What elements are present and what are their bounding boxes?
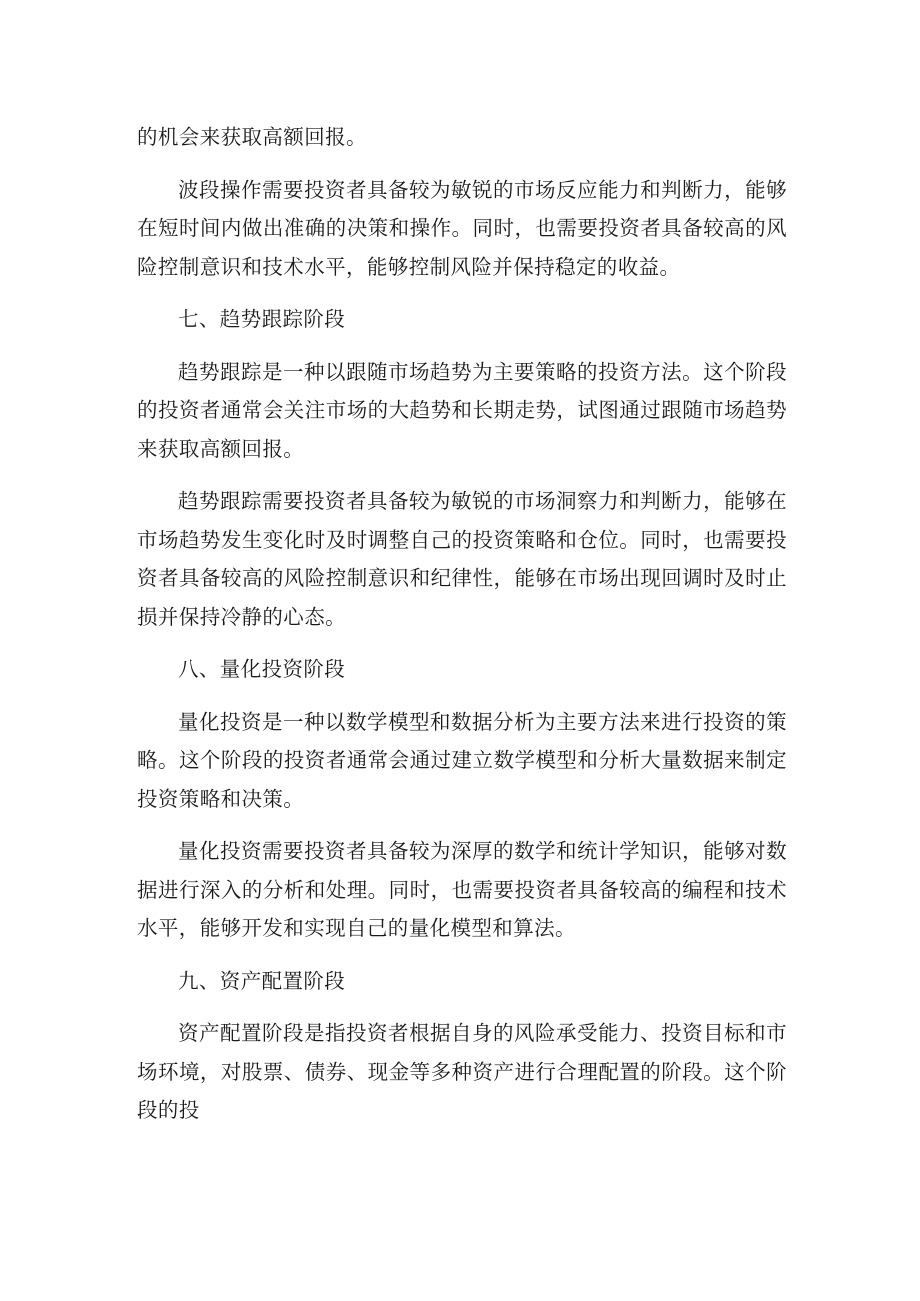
paragraph-asset-allocation-definition: 资产配置阶段是指投资者根据自身的风险承受能力、投资目标和市场环境，对股票、债券、现金等多种资产进行合理配置的阶段。这个阶段的投	[137, 1021, 787, 1122]
section-heading-trend-following: 七、趋势跟踪阶段	[178, 307, 346, 331]
section-heading-quantitative-investing: 八、量化投资阶段	[178, 657, 346, 681]
section-heading-asset-allocation: 九、资产配置阶段	[178, 968, 346, 993]
document-body	[137, 118, 787, 1144]
paragraph-continuation: 的机会来获取高额回报。	[137, 125, 367, 149]
paragraph-trend-following-definition: 趋势跟踪是一种以跟随市场趋势为主要策略的投资方法。这个阶段的投资者通常会关注市场的大趋势和长期走势，试图通过跟随市场趋势来获取高额回报。	[137, 359, 787, 461]
paragraph-quantitative-requirements: 量化投资需要投资者具备较为深厚的数学和统计学知识，能够对数据进行深入的分析和处理。同时，也需要投资者具备较高的编程和技术水平，能够开发和实现自己的量化模型和算法。	[137, 839, 787, 940]
paragraph-quantitative-definition: 量化投资是一种以数学模型和数据分析为主要方法来进行投资的策略。这个阶段的投资者通常会通过建立数学模型和分析大量数据来制定投资策略和决策。	[137, 709, 787, 811]
paragraph-trend-following-requirements: 趋势跟踪需要投资者具备较为敏锐的市场洞察力和判断力，能够在市场趋势发生变化时及时调整自己的投资策略和仓位。同时，也需要投资者具备较高的风险控制意识和纪律性，能够在市场出现回调时及时止损并保持冷静的心态。	[137, 489, 787, 629]
paragraph-swing-trading-requirements: 波段操作需要投资者具备较为敏锐的市场反应能力和判断力，能够在短时间内做出准确的决策和操作。同时，也需要投资者具备较高的风险控制意识和技术水平，能够控制风险并保持稳定的收益。	[137, 177, 787, 279]
